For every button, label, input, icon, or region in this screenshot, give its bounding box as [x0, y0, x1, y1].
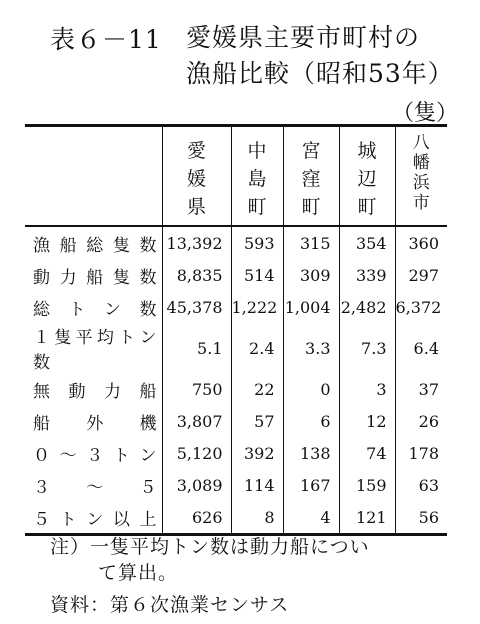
table-row: [25, 323, 447, 373]
table-cell: 392: [231, 437, 283, 469]
table-cell: 5,120: [162, 437, 231, 469]
table-cell: 45,378: [162, 291, 231, 323]
column-header: 愛媛県: [162, 126, 231, 227]
table-cell: 339: [339, 259, 395, 291]
row-label: ０～３トン: [33, 445, 158, 466]
table-row: [25, 226, 447, 259]
table-row: [25, 259, 447, 291]
unit-label: （隻）: [392, 101, 459, 126]
table-cell: 1,222: [231, 291, 283, 323]
table-cell: 138: [283, 437, 339, 469]
table-cell: 7.3: [339, 323, 395, 373]
table-cell: 74: [339, 437, 395, 469]
table-cell: 178: [395, 437, 447, 469]
table-cell: 167: [283, 469, 339, 501]
table-cell: 159: [339, 469, 395, 501]
row-label: 漁船総隻数: [33, 235, 158, 256]
fishing-boat-table: [25, 124, 447, 536]
table-cell: 626: [162, 501, 231, 535]
table-cell: 1,004: [283, 291, 339, 323]
table-row: [25, 405, 447, 437]
table-cell: 3.3: [283, 323, 339, 373]
table-cell: 360: [395, 226, 447, 259]
table-cell: 6,372: [395, 291, 447, 323]
table-cell: 57: [231, 405, 283, 437]
table-cell: 12: [339, 405, 395, 437]
table-cell: 37: [395, 373, 447, 405]
table-cell: 315: [283, 226, 339, 259]
column-header: 中島町: [231, 126, 283, 227]
table-header-row: [25, 126, 447, 227]
table-cell: 4: [283, 501, 339, 535]
table-cell: 13,392: [162, 226, 231, 259]
row-label: １隻平均トン数: [33, 328, 158, 373]
row-label: ３～５: [33, 477, 158, 498]
table-title: [186, 20, 454, 92]
column-header: 八幡浜市: [395, 126, 447, 227]
table-cell: 297: [395, 259, 447, 291]
table-cell: 8: [231, 501, 283, 535]
table-cell: 593: [231, 226, 283, 259]
row-label: 動力船隻数: [33, 267, 158, 288]
table-cell: 114: [231, 469, 283, 501]
table-row: [25, 373, 447, 405]
header-corner-cell: [25, 126, 162, 227]
table-row: [25, 469, 447, 501]
table-title-line-2: 漁船比較（昭和53年）: [186, 59, 454, 88]
table-row: [25, 291, 447, 323]
row-label: ５トン以上: [25, 501, 162, 535]
table-cell: 121: [339, 501, 395, 535]
table-row: [25, 437, 447, 469]
table-cell: 8,835: [162, 259, 231, 291]
row-label: 無動力船: [33, 381, 158, 402]
table-body: [25, 226, 447, 535]
row-label: 総トン数: [33, 299, 158, 320]
table-cell: 3,089: [162, 469, 231, 501]
table-cell: 309: [283, 259, 339, 291]
table-cell: 5.1: [162, 323, 231, 373]
row-label: 船外機: [33, 413, 158, 434]
column-header: 宮窪町: [283, 126, 339, 227]
table-cell: 0: [283, 373, 339, 405]
table-cell: 2.4: [231, 323, 283, 373]
table-cell: 3,807: [162, 405, 231, 437]
note-line: て算出。: [98, 562, 179, 584]
table-cell: 6.4: [395, 323, 447, 373]
table-cell: 56: [395, 501, 447, 535]
table-cell: 2,482: [339, 291, 395, 323]
table-cell: 6: [283, 405, 339, 437]
table-cell: 750: [162, 373, 231, 405]
source-line: 資料：第６次漁業センサス: [50, 594, 290, 616]
table-cell: 63: [395, 469, 447, 501]
table-cell: 514: [231, 259, 283, 291]
table-cell: 354: [339, 226, 395, 259]
table-title-label: 表６－11: [50, 25, 162, 54]
column-header: 城辺町: [339, 126, 395, 227]
note-line: 注）一隻平均トン数は動力船につい: [50, 536, 370, 558]
table-row: [25, 501, 447, 535]
table-title-line-1: 愛媛県主要市町村の: [186, 23, 421, 52]
table-cell: 22: [231, 373, 283, 405]
table-cell: 26: [395, 405, 447, 437]
table-cell: 3: [339, 373, 395, 405]
